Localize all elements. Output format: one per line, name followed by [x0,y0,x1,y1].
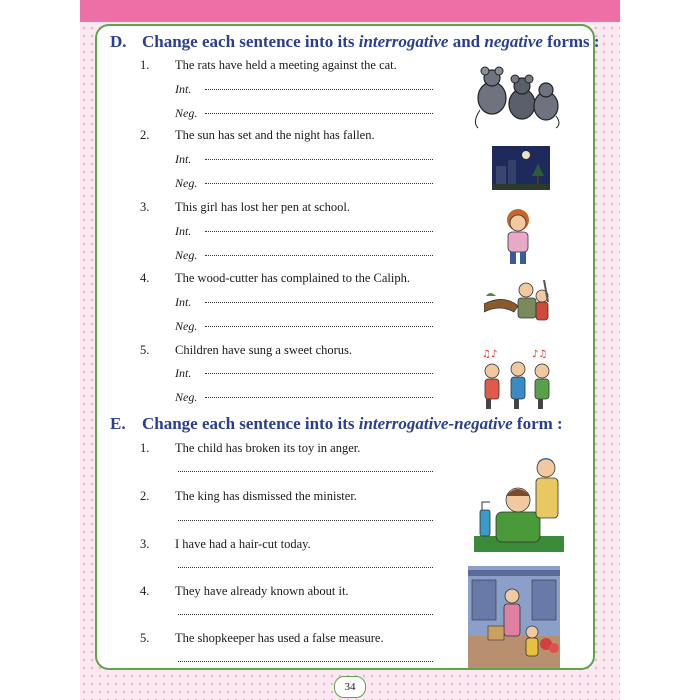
d-item-4 [140,271,410,286]
int-label: Int. [175,224,192,238]
section-d-instr-c: and [448,32,485,51]
section-d-letter: D. [110,32,127,51]
d-item-2-text: The sun has set and the night has fallen. [175,128,375,142]
d-item-3-text: This girl has lost her pen at school. [175,200,350,214]
d-item-4-num: 4. [140,271,150,285]
e-item-2-num: 2. [140,489,150,503]
e-item-3-answer-line[interactable] [178,567,433,568]
d-item-4-text: The wood-cutter has complained to the Caliph. [175,271,411,285]
section-e-instr-a: Change each sentence into its [142,414,359,433]
e-item-1-answer-line[interactable] [178,471,433,472]
night-scene-illustration [492,146,550,190]
e-item-1-num: 1. [140,441,150,455]
answer-line[interactable] [205,397,433,398]
section-d-instr-e: forms : [542,32,600,51]
answer-line[interactable] [205,231,433,232]
section-e-letter: E. [110,414,126,433]
e-item-2-answer-line[interactable] [178,520,433,521]
int-label: Int. [175,295,192,309]
int-label: Int. [175,152,192,166]
d-item-1-text: The rats have held a meeting against the cat. [175,58,397,72]
e-item-5-num: 5. [140,631,150,645]
e-item-4-answer-line[interactable] [178,614,433,615]
neg-label: Neg. [175,390,198,404]
d-item-5-int[interactable] [175,366,433,381]
neg-label: Neg. [175,176,198,190]
section-d-instr-a: Change each sentence into its [142,32,359,51]
e-item-5-answer-line[interactable] [178,661,433,662]
e-item-4-text: They have already known about it. [175,584,349,598]
neg-label: Neg. [175,319,198,333]
page-number: 34 [334,676,366,698]
answer-line[interactable] [205,373,433,374]
d-item-2-num: 2. [140,128,150,142]
answer-line[interactable] [205,113,433,114]
section-d-heading [110,32,600,52]
section-e-instr-c: form : [512,414,563,433]
shop-illustration [468,566,560,668]
e-item-2-text: The king has dismissed the minister. [175,489,357,503]
answer-line[interactable] [205,159,433,160]
d-item-1-num: 1. [140,58,150,72]
girl-illustration [498,204,538,266]
e-item-1 [140,441,360,456]
e-item-5 [140,631,384,646]
e-item-1-text: The child has broken its toy in anger. [175,441,361,455]
e-item-3-num: 3. [140,537,150,551]
d-item-1-int[interactable] [175,82,433,97]
d-item-1-neg[interactable] [175,106,433,121]
answer-line[interactable] [205,302,433,303]
answer-line[interactable] [205,255,433,256]
d-item-5-neg[interactable] [175,390,433,405]
section-d-instr-d: negative [484,32,543,51]
e-item-2 [140,489,357,504]
d-item-3 [140,200,350,215]
d-item-2-int[interactable] [175,152,433,167]
rats-illustration [470,60,562,130]
d-item-2-neg[interactable] [175,176,433,191]
d-item-1 [140,58,397,73]
children-singing-illustration [474,345,560,411]
answer-line[interactable] [205,183,433,184]
d-item-5 [140,343,352,358]
neg-label: Neg. [175,248,198,262]
svg-text:♫♪: ♫♪ [482,349,498,360]
answer-line[interactable] [205,326,433,327]
d-item-4-neg[interactable] [175,319,433,334]
section-d-instr-b: interrogative [358,32,449,51]
answer-line[interactable] [205,89,433,90]
svg-text:♪♫: ♪♫ [532,349,548,360]
d-item-3-num: 3. [140,200,150,214]
e-item-3 [140,537,311,552]
d-item-4-int[interactable] [175,295,433,310]
haircut-illustration [474,452,564,552]
e-item-4-num: 4. [140,584,150,598]
neg-label: Neg. [175,106,198,120]
d-item-3-int[interactable] [175,224,433,239]
e-item-5-text: The shopkeeper has used a false measure. [175,631,384,645]
d-item-5-text: Children have sung a sweet chorus. [175,343,353,357]
e-item-3-text: I have had a hair-cut today. [175,537,311,551]
d-item-2 [140,128,375,143]
d-item-3-neg[interactable] [175,248,433,263]
d-item-5-num: 5. [140,343,150,357]
e-item-4 [140,584,349,599]
woodcutter-illustration [484,276,554,330]
int-label: Int. [175,82,192,96]
section-e-heading [110,414,563,434]
top-color-band [80,0,620,22]
int-label: Int. [175,366,192,380]
section-e-instr-b: interrogative-negative [358,414,513,433]
